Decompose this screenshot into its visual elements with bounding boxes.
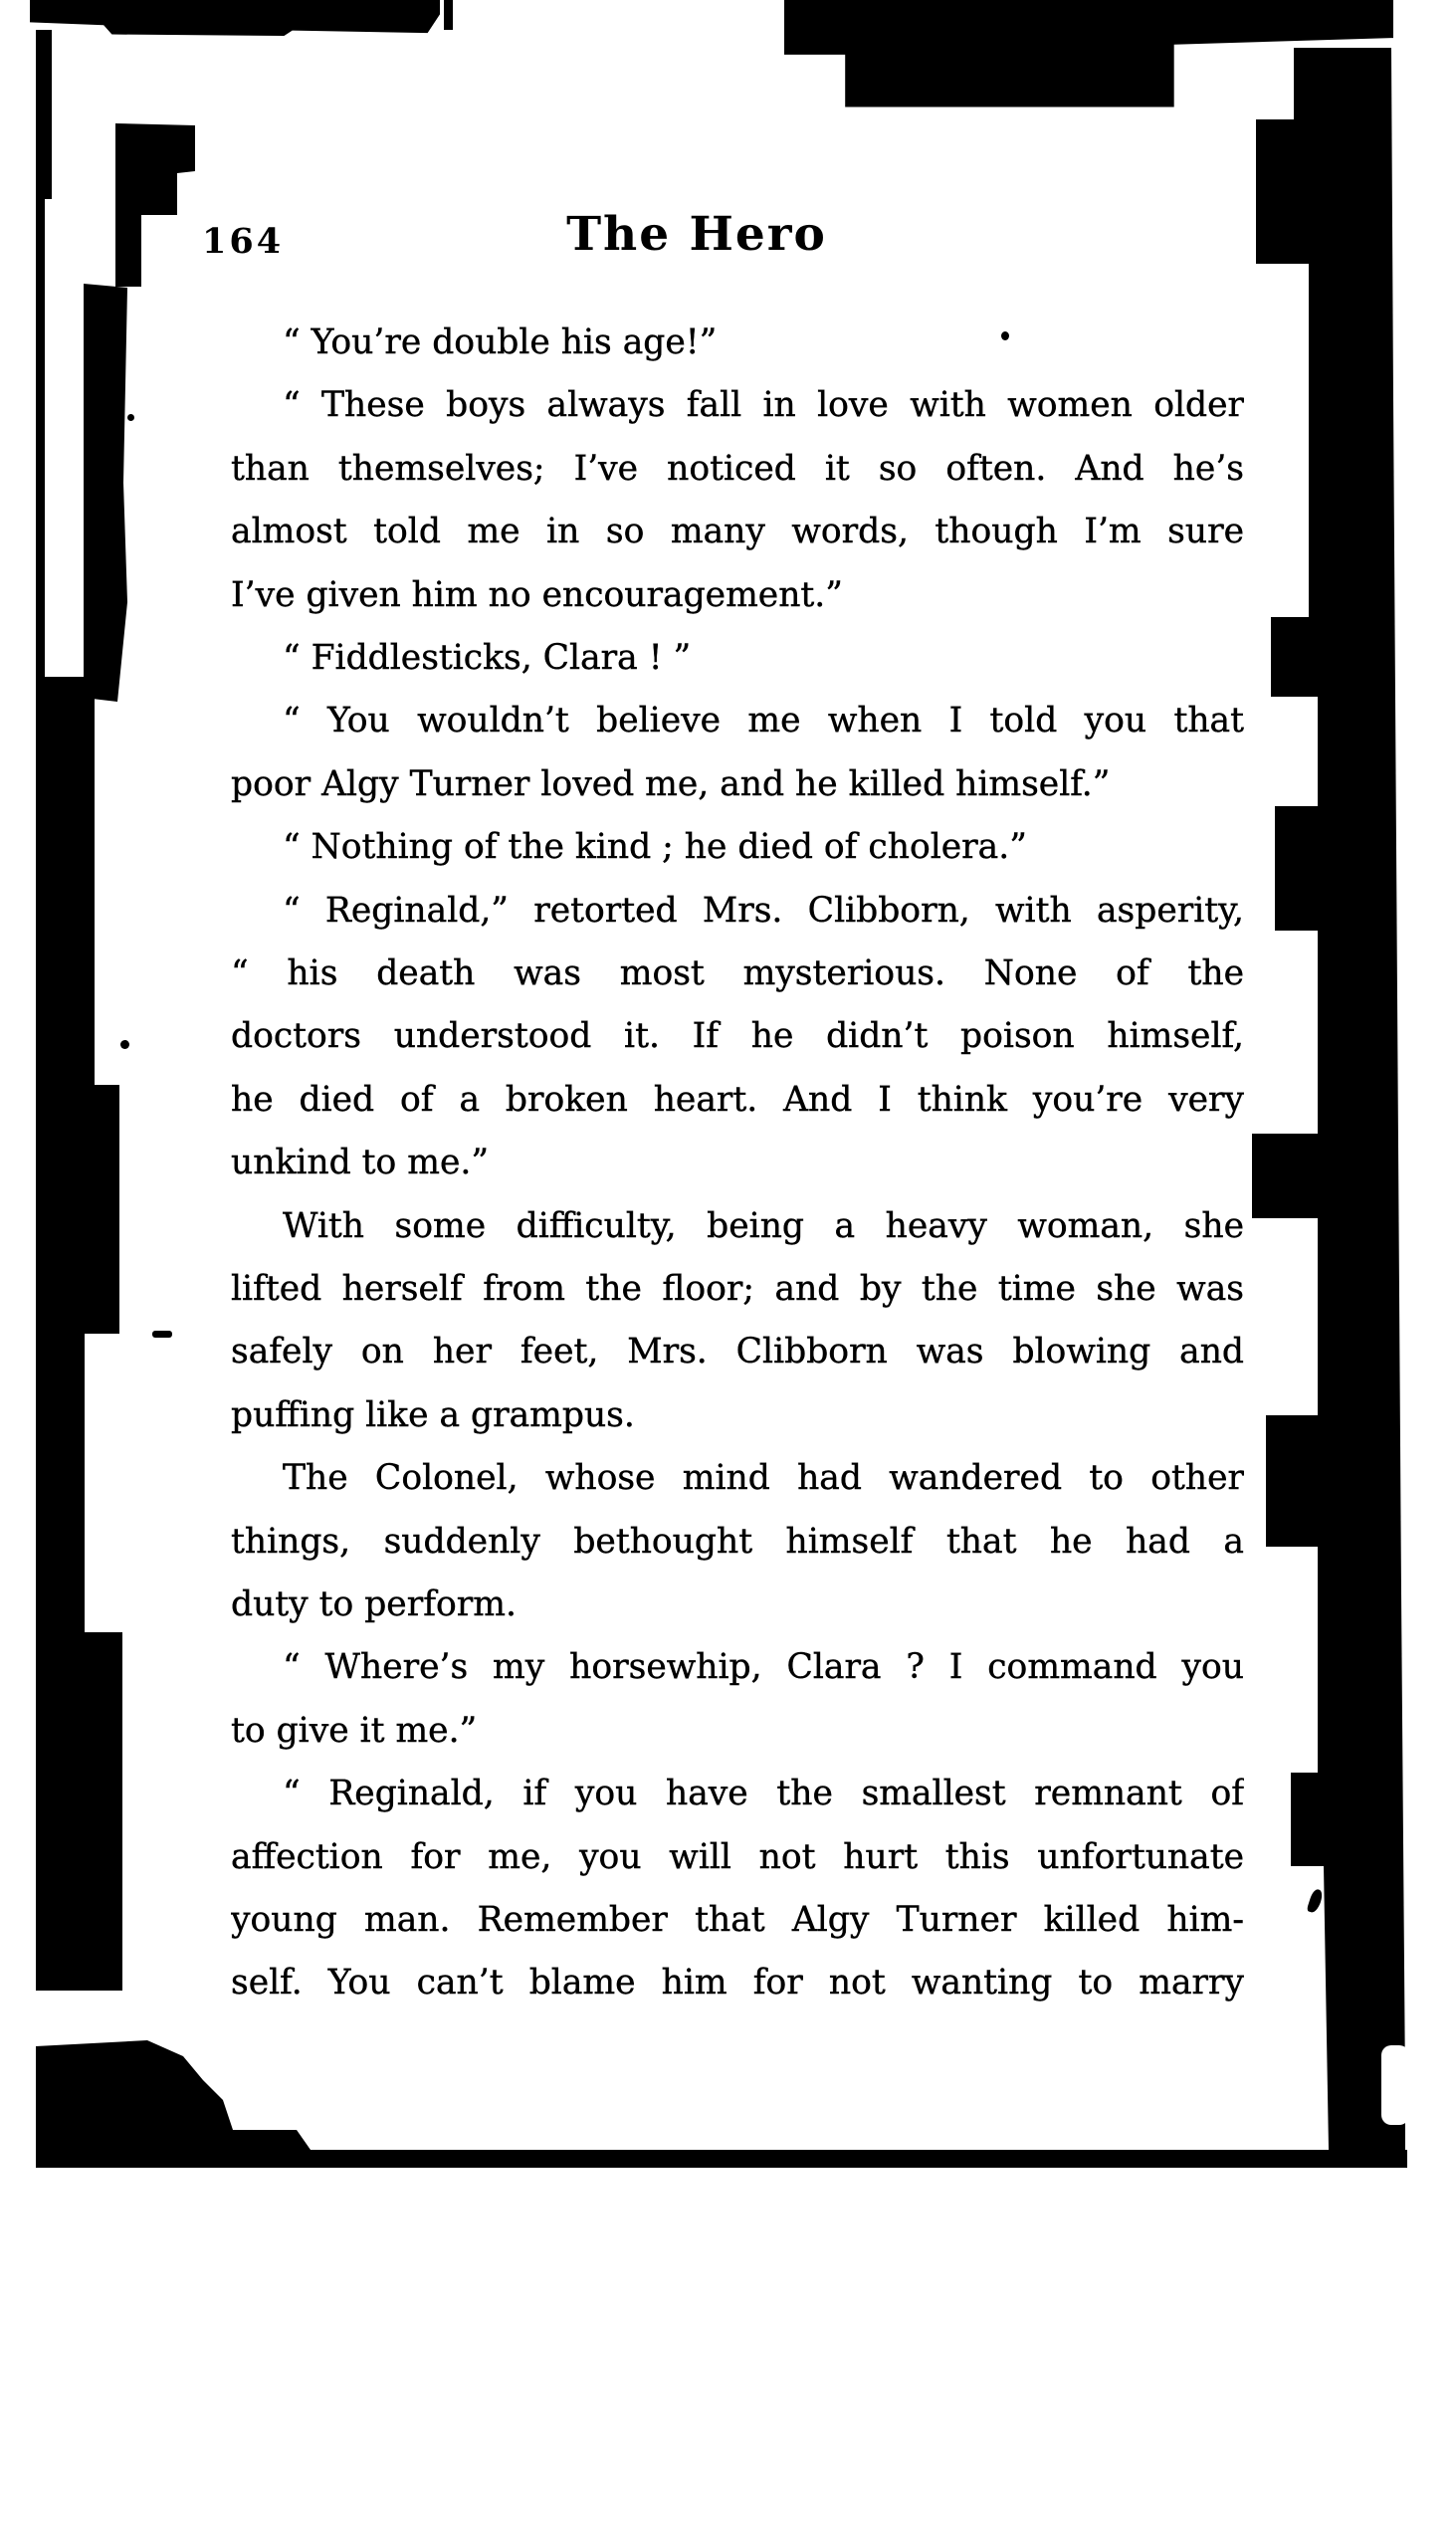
pen-comma-mark [1307, 1888, 1325, 1914]
text-line: than themselves; I’ve noticed it so often. And he’s [231, 449, 1244, 489]
text-line: poor Algy Turner loved me, and he killed himself.” [231, 764, 1111, 804]
scan-artifact-white-notch [1381, 2045, 1409, 2125]
text-line: “ Fiddlesticks, Clara ! ” [283, 638, 692, 678]
text-line: lifted herself from the floor; and by the time she was [231, 1269, 1244, 1309]
scan-artifact-bottom-band [36, 2150, 1407, 2168]
page-number: 164 [202, 221, 285, 262]
text-line: things, suddenly bethought himself that he had a [231, 1522, 1244, 1562]
text-line: unkind to me.” [231, 1143, 489, 1182]
text-line: With some difficulty, being a heavy woman, she [283, 1206, 1244, 1246]
text-line: duty to perform. [231, 1584, 517, 1624]
pencil-dash-mark [152, 1331, 172, 1338]
scan-artifact-right-band [1224, 48, 1408, 2168]
text-line: The Colonel, whose mind had wandered to other [283, 1458, 1244, 1498]
text-line: young man. Remember that Algy Turner killed him- [231, 1900, 1244, 1940]
scan-artifact-top-left-bar [30, 0, 440, 36]
text-line: “ his death was most mysterious. None of the [231, 953, 1244, 993]
scan-artifact-left-blob-mid [84, 284, 127, 702]
text-line: self. You can’t blame him for not wanting to marry [231, 1963, 1244, 2003]
text-line: “ Reginald,” retorted Mrs. Clibborn, with asperity, [283, 891, 1244, 931]
text-line: puffing like a grampus. [231, 1395, 635, 1435]
text-line: affection for me, you will not hurt this unfortunate [231, 1837, 1244, 1877]
text-line: doctors understood it. If he didn’t poison himself, [231, 1016, 1244, 1056]
text-line: “ Reginald, if you have the smallest remnant of [283, 1774, 1244, 1813]
running-title: The Hero [566, 207, 827, 262]
scan-speck [120, 1040, 129, 1049]
text-line: “ You wouldn’t believe me when I told you that [283, 701, 1244, 740]
text-line: “ Where’s my horsewhip, Clara ? I command you [283, 1647, 1244, 1687]
text-line: “ You’re double his age!” [283, 322, 718, 362]
text-line: safely on her feet, Mrs. Clibborn was blowing and [231, 1332, 1244, 1371]
text-line: “ Nothing of the kind ; he died of cholera.” [283, 827, 1027, 867]
scan-artifact-bottom-left-blob [36, 2040, 314, 2168]
scan-artifact-left-blob-top [111, 123, 195, 287]
text-line: I’ve given him no encouragement.” [231, 575, 843, 615]
scan-artifact-top-tick [444, 0, 453, 30]
text-line: he died of a broken heart. And I think you’re very [231, 1080, 1244, 1120]
text-line: to give it me.” [231, 1711, 478, 1751]
scan-speck [127, 414, 134, 421]
text-line: “ These boys always fall in love with women older [283, 385, 1244, 425]
text-line: almost told me in so many words, though I’m sure [231, 512, 1244, 551]
